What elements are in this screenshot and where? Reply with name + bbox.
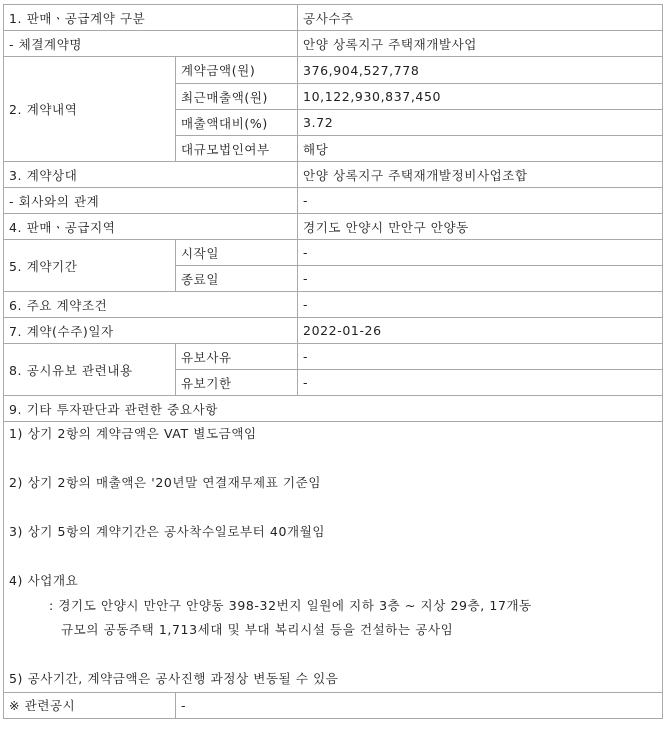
counterparty-label: 3. 계약상대 bbox=[4, 162, 298, 188]
note-spacer bbox=[9, 643, 662, 668]
supply-region-label: 4. 판매ㆍ공급지역 bbox=[4, 214, 298, 240]
row-counterparty bbox=[4, 162, 663, 188]
row-related-disclosure bbox=[4, 692, 663, 718]
note-4-detail-2: 규모의 공동주택 1,713세대 및 부대 복리시설 등을 건설하는 공사임 bbox=[61, 622, 454, 637]
contract-type-label: 1. 판매ㆍ공급계약 구분 bbox=[4, 5, 298, 31]
deferral-reason-value: - bbox=[298, 344, 663, 370]
contract-name-label: - 체결계약명 bbox=[4, 31, 298, 57]
note-spacer bbox=[9, 447, 662, 472]
note-1: 1) 상기 2항의 계약금액은 VAT 별도금액임 bbox=[9, 426, 257, 441]
relationship-label: - 회사와의 관계 bbox=[4, 188, 298, 214]
row-other-matters bbox=[4, 396, 663, 422]
row-supply-region bbox=[4, 214, 663, 240]
row-contract-amount bbox=[4, 57, 663, 84]
row-deferral-reason bbox=[4, 344, 663, 370]
counterparty-value: 안양 상록지구 주택재개발정비사업조합 bbox=[298, 162, 663, 188]
note-4: 4) 사업개요 bbox=[9, 573, 79, 588]
large-corp-label: 대규모법인여부 bbox=[176, 136, 298, 162]
contract-period-label: 5. 계약기간 bbox=[4, 240, 176, 292]
note-4-detail-1: : 경기도 안양시 만안구 안양동 398-32번지 일원에 지하 3층 ~ 지상 29층, 17개동 bbox=[49, 597, 532, 613]
contract-amount-value: 376,904,527,778 bbox=[298, 57, 663, 84]
note-spacer bbox=[9, 545, 662, 570]
sales-ratio-value: 3.72 bbox=[298, 110, 663, 136]
deferral-reason-label: 유보사유 bbox=[176, 344, 298, 370]
end-date-value: - bbox=[298, 266, 663, 292]
related-disclosure-label: ※ 관련공시 bbox=[4, 692, 176, 718]
contract-date-value: 2022-01-26 bbox=[298, 318, 663, 344]
recent-sales-label: 최근매출액(원) bbox=[176, 84, 298, 110]
deferral-deadline-value: - bbox=[298, 370, 663, 396]
end-date-label: 종료일 bbox=[176, 266, 298, 292]
related-disclosure-value: - bbox=[176, 692, 663, 718]
recent-sales-value: 10,122,930,837,450 bbox=[298, 84, 663, 110]
row-key-terms bbox=[4, 292, 663, 318]
disclosure-table bbox=[3, 4, 663, 719]
row-contract-name bbox=[4, 31, 663, 57]
start-date-label: 시작일 bbox=[176, 240, 298, 266]
key-terms-label: 6. 주요 계약조건 bbox=[4, 292, 298, 318]
note-5: 5) 공사기간, 계약금액은 공사진행 과정상 변동될 수 있음 bbox=[9, 671, 339, 686]
row-contract-type bbox=[4, 5, 663, 31]
contract-details-label: 2. 계약내역 bbox=[4, 57, 176, 162]
contract-date-label: 7. 계약(수주)일자 bbox=[4, 318, 298, 344]
large-corp-value: 해당 bbox=[298, 136, 663, 162]
contract-amount-label: 계약금액(원) bbox=[176, 57, 298, 84]
key-terms-value: - bbox=[298, 292, 663, 318]
notes-cell bbox=[4, 422, 663, 693]
row-contract-date bbox=[4, 318, 663, 344]
row-relationship bbox=[4, 188, 663, 214]
start-date-value: - bbox=[298, 240, 663, 266]
deferral-deadline-label: 유보기한 bbox=[176, 370, 298, 396]
note-3: 3) 상기 5항의 계약기간은 공사착수일로부터 40개월임 bbox=[9, 524, 326, 539]
note-2: 2) 상기 2항의 매출액은 '20년말 연결재무제표 기준임 bbox=[9, 475, 321, 490]
relationship-value: - bbox=[298, 188, 663, 214]
contract-type-value: 공사수주 bbox=[298, 5, 663, 31]
supply-region-value: 경기도 안양시 만안구 안양동 bbox=[298, 214, 663, 240]
deferral-label: 8. 공시유보 관련내용 bbox=[4, 344, 176, 396]
other-matters-label: 9. 기타 투자판단과 관련한 중요사항 bbox=[4, 396, 663, 422]
note-spacer bbox=[9, 496, 662, 521]
row-notes bbox=[4, 422, 663, 693]
contract-name-value: 안양 상록지구 주택재개발사업 bbox=[298, 31, 663, 57]
row-period-start bbox=[4, 240, 663, 266]
sales-ratio-label: 매출액대비(%) bbox=[176, 110, 298, 136]
